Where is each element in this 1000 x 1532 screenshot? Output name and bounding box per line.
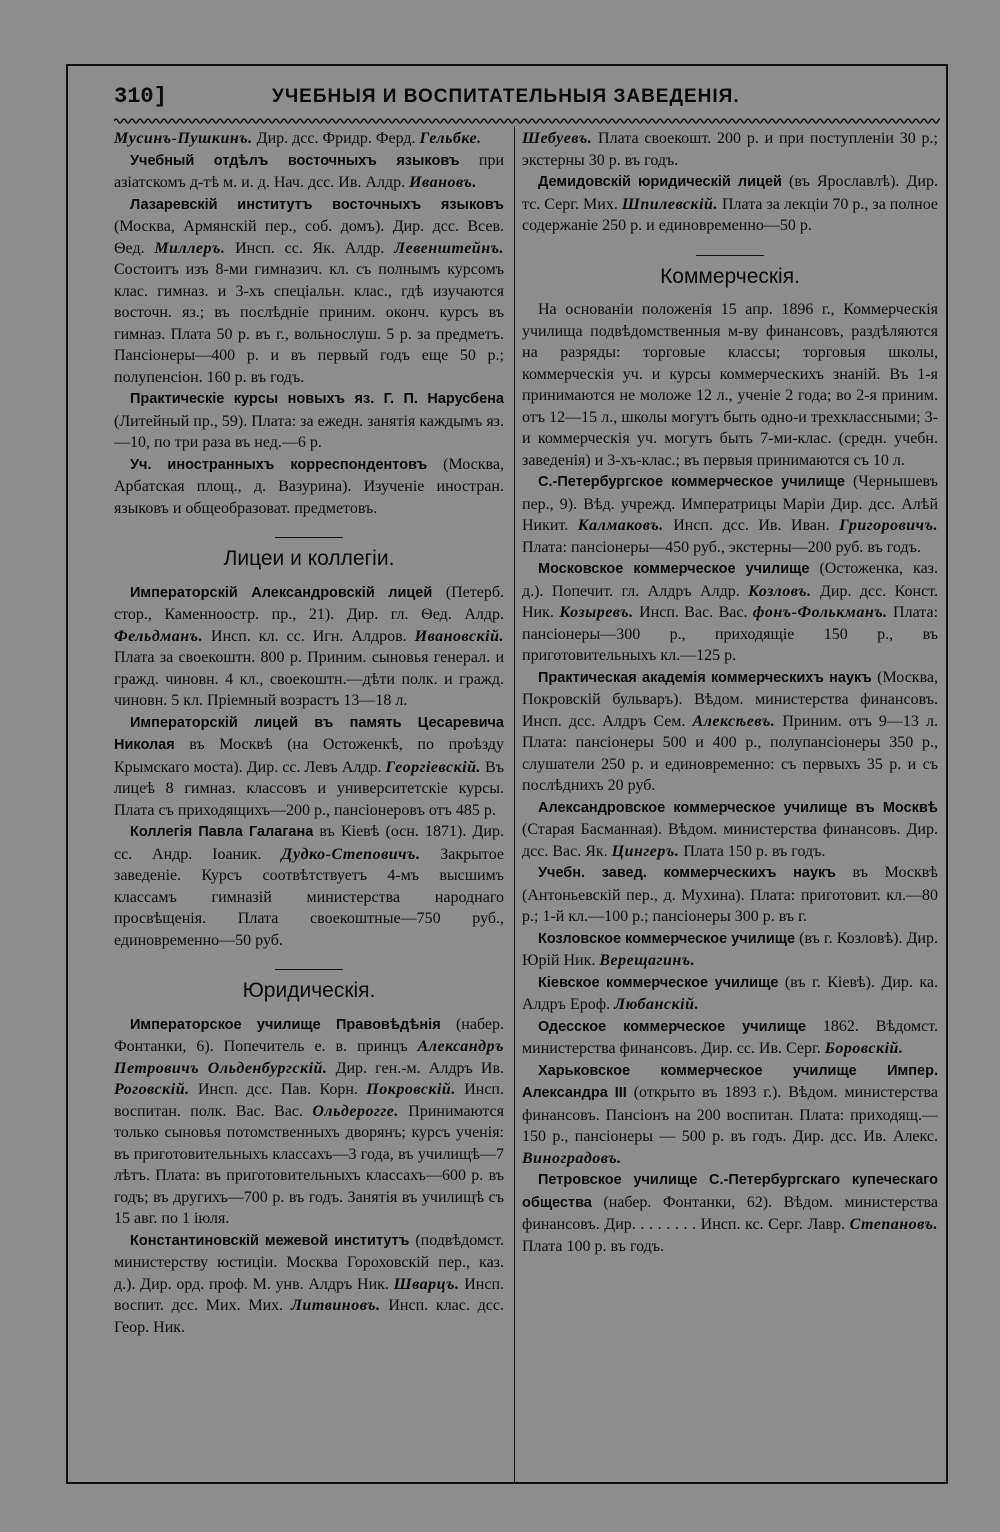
person-name: Литвиновъ.: [290, 1297, 381, 1314]
page-header: [114, 84, 940, 118]
person-name: Верещагинъ.: [599, 952, 696, 969]
institution-title: Одесское коммерческое училище: [538, 1018, 806, 1035]
page-number: 310]: [114, 84, 167, 109]
right-column: [522, 128, 938, 1257]
person-name: Боровскій.: [824, 1040, 904, 1057]
entry-demidov-lyceum: [522, 171, 938, 237]
institution-title: Учебн. завед. коммерческихъ наукъ: [538, 865, 836, 881]
institution-title: Петровское училище С.-Петербургскаго купеческаго общества: [522, 1172, 938, 1211]
institution-title: С.-Петербургское коммерческое училище: [538, 474, 845, 490]
entry-commercial-sciences: [522, 862, 938, 928]
entry-oriental-dept: [114, 150, 504, 194]
institution-title: Императорскій Александровскій лицей: [130, 584, 433, 601]
entry-text: (въ г. Козловѣ). Дир. Юрій Ник.: [522, 929, 938, 969]
entry-text: (открыто въ 1893 г.). Вѣдом. министерства финансовъ. Пансіонъ на 200 воспитан. Плата: приходящ.—150 р., пансіонеры — 500 р. въ годъ. Дир. дсс. Ив. Алекс.: [522, 1084, 938, 1145]
institution-title: Практическая академія коммерческихъ наукъ: [538, 669, 872, 686]
entry-text: Инсп. воспит. дсс. Мих. Мих.: [114, 1275, 504, 1314]
institution-title: Учебный отдѣлъ восточныхъ языковъ: [130, 152, 460, 169]
section-divider: [696, 255, 764, 256]
entry-tsarevich-nicholas-lyceum: [114, 712, 504, 822]
entry-text: Въ лицеѣ 8 гимназ. классовъ и университетскіе курсы. Плата съ приходящихъ—200 р., пансіонеровъ отъ 485 р.: [114, 758, 504, 819]
section-title-lycei: Лицеи и коллегіи.: [223, 547, 395, 570]
entry-text: при азіатскомъ д-тѣ м. и. д. Нач. дсс. Ив. Алдр.: [114, 151, 505, 191]
entry-text: (набер. Фонтанки, 62). Вѣдом. министерства финансовъ. Дир. . . . . . . . Инсп. кс. Серг. Лавр.: [522, 1193, 938, 1233]
person-name: Любанскій.: [614, 996, 699, 1013]
entry-text: Инсп. клас. дсс. Геор. Ник.: [114, 1297, 505, 1336]
entry-text: На основаніи положенія 15 апр. 1896 г., Коммерческія училища подвѣдомственныя м-ву финансовъ, раздѣляются на разряды: торговые классы; торговыя школы, коммерческія уч. и курсы коммерческихъ знаній. Въ 1-я принимаются не моложе 12 л., ученіе 2 года; во 2-я приним. отъ 12—15 л., школы могутъ быть одно-и трехклассными; 3-и коммерческія уч. могутъ быть 7-ми-клас. (средн. учебн. заведенія) и 3-хъ-клас.; въ первыя принимаются съ 10 л.: [522, 301, 938, 469]
entry-text: Плата за лекціи 70 р., за полное содержаніе 250 р. и единовременно—50 р.: [522, 195, 938, 234]
entry-text: Дир. ген.-м. Алдръ Ив.: [327, 1059, 504, 1077]
entry-mussin-pushkin: [114, 128, 504, 150]
institution-title: Козловское коммерческое училище: [538, 930, 796, 947]
institution-title: Харьковское коммерческое училище Импер. Александра III: [522, 1062, 938, 1101]
entry-text: Инсп. воспитан. полк. Вас. Вас.: [114, 1081, 504, 1120]
entry-galagan-college: [114, 821, 504, 951]
person-name: Левенштейнъ.: [394, 239, 504, 257]
entry-spb-commercial-school: [522, 471, 938, 558]
entry-text: Плата: пансіонеры—300 р., приходящіе 150 р., въ приготовительныхъ кл.—125 р.: [522, 604, 939, 664]
entry-school-of-jurisprudence: [114, 1014, 504, 1230]
section-divider: [275, 537, 343, 538]
entry-text: 1862. Вѣдомст. министерства финансовъ. Дир. сс. Ив. Серг.: [522, 1017, 938, 1057]
entry-alexander-lyceum: [114, 582, 504, 712]
entry-text: Плата 150 р. въ годъ.: [679, 842, 826, 860]
person-name: Козловъ.: [748, 582, 812, 600]
section-divider: [275, 969, 343, 970]
entry-text: (Петерб. стор., Каменноостр. пр., 21). Дир. гл. Ѳед. Алдр.: [114, 583, 504, 623]
person-name: Фельдманъ.: [114, 627, 204, 645]
person-name: Георгіевскій.: [385, 758, 482, 776]
person-name: Григоровичъ.: [839, 517, 939, 534]
person-name: Ивановскій.: [414, 627, 504, 645]
institution-title: Александровское коммерческое училище въ Москвѣ: [538, 799, 938, 816]
entry-text: въ Москвѣ (на Остоженкѣ, по проѣзду Крымскаго моста). Дир. сс. Левъ Алдр.: [114, 736, 504, 776]
institution-title: Московское коммерческое училище: [538, 561, 810, 577]
person-name: Миллеръ.: [154, 239, 226, 257]
institution-title: Константиновскій межевой институтъ: [130, 1232, 410, 1249]
institution-title: Практическіе курсы новыхъ яз. Г. П. Нарусбена: [130, 391, 504, 407]
entry-kozlov-school: [522, 928, 938, 972]
entry-text: Плата: пансіонеры—450 руб., экстерны—200 руб. въ годъ.: [522, 538, 921, 556]
entry-text: Приним. отъ 9—13 л. Плата: пансіонеры 500 и 400 р., полупансіонеры 350 р., слушатели 250 р. и единовременно: съ первыхъ 35 р. и съ послѣднихъ 20 руб.: [522, 712, 938, 794]
entry-kharkov-school: [522, 1060, 938, 1170]
entry-text: (въ г. Кіевѣ). Дир. ка. Алдръ Ероф.: [522, 973, 938, 1013]
entry-text: Инсп. дсс. Пав. Корн.: [189, 1081, 367, 1098]
entry-text: Плата за своекоштн. 800 р. Приним. сыновья генерал. и гражд. чиновн. 4 кл., своекоштн.—дѣти полк. и гражд. чиновн. 5 кл. Пріемный возрастъ 13—18 л.: [114, 649, 504, 709]
entry-text: въ Кіевѣ (осн. 1871). Дир. сс. Андр. Іоаник.: [114, 823, 504, 863]
person-name: Роговскій.: [114, 1081, 190, 1098]
person-name: Шварцъ.: [393, 1275, 460, 1293]
institution-title: Коллегія Павла Галагана: [130, 824, 314, 840]
entry-text: Дир. дсс. Фридр. Ферд.: [252, 130, 420, 147]
person-name: фонъ-Фолькманъ.: [752, 604, 888, 621]
running-head: УЧЕБНЫЯ И ВОСПИТАТЕЛЬНЫЯ ЗАВЕДЕНІЯ.: [272, 86, 740, 107]
entry-text: Плата своекошт. 200 р. и при поступленіи 30 р.; экстерны 30 р. въ годъ.: [522, 130, 938, 169]
entry-text: (Москва, Арбатская площ., д. Вазурина). Изученіе иностран. языковъ и общеобразоват. предметовъ.: [114, 455, 504, 517]
entry-narusbena-courses: [114, 388, 504, 454]
entry-text: (Москва, Армянскій пер., соб. домъ). Дир. дсс. Всев. Ѳед.: [114, 218, 504, 257]
person-name: Шпилевскій.: [621, 195, 718, 213]
institution-title: Кіевское коммерческое училище: [538, 974, 779, 991]
person-name: Козыревъ.: [559, 604, 634, 621]
institution-title: Уч. иностранныхъ корреспондентовъ: [130, 456, 428, 473]
entry-text: (Литейный пр., 59). Плата: за ежедн. занятія каждымъ яз.—10, по три раза въ нед.—6 р.: [114, 412, 504, 451]
entry-text: (Старая Басманная). Вѣдом. министерства финансовъ. Дир. дсс. Вас. Як.: [522, 821, 938, 860]
entry-shebuev-continued: [522, 128, 938, 171]
person-name: Мусинъ-Пушкинъ.: [114, 130, 253, 147]
section-title-juridical: Юридическія.: [242, 979, 376, 1002]
entry-kiev-school: [522, 972, 938, 1016]
entry-moscow-commercial-school: [522, 558, 938, 667]
person-name: Виноградовъ.: [522, 1149, 622, 1167]
entry-alexandrovskoe-school: [522, 797, 938, 863]
entry-odessa-school: [522, 1016, 938, 1060]
entry-text: (набер. Фонтанки, 6). Попечитель е. в. принцъ: [114, 1015, 504, 1055]
entry-text: Состоитъ изъ 8-ми гимназич. кл. съ полнымъ курсомъ клас. гимназ. и 3-хъ спеціальн. клас., гдѣ изучаются восточн. яз.; въ послѣдніе приним. оконч. курсъ въ гимназ. Плата 50 р. въ г., вольнослуш. 5 р. за предметъ. Пансіонеры—400 р. и въ первый годъ еще 50 р.; полупенсіон. 160 р. въ годъ.: [114, 261, 504, 386]
entry-text: (въ Ярославлѣ). Дир. тс. Серг. Мих.: [522, 173, 938, 213]
entry-text: Инсп. сс. Як. Алдр.: [225, 239, 395, 257]
entry-konstantin-survey-institute: [114, 1230, 504, 1339]
entry-text: Инсп. Вас. Вас.: [633, 604, 753, 621]
person-name: Александръ Петровичъ Ольденбургскій.: [114, 1038, 504, 1077]
entry-text: Принимаются только сыновья потомственныхъ дворянъ; курсъ ученія: въ приготовительныхъ классахъ—3 года, въ училищѣ—7 лѣтъ. Плата: въ приготовительныхъ классахъ—600 р. въ годъ; въ другихъ—700 р. въ годъ. Занятія въ училищѣ съ 15 авг. по 1 іюля.: [114, 1102, 505, 1227]
person-name: Покровскій.: [366, 1081, 456, 1098]
person-name: Алексѣевъ.: [692, 712, 776, 730]
entry-text: Плата 100 р. въ годъ.: [522, 1237, 665, 1255]
entry-practical-academy: [522, 667, 938, 797]
entry-text: Дир. дсс. Конст. Ник.: [522, 582, 938, 621]
entry-commercial-regulation: [522, 299, 938, 471]
person-name: Дудко-Степовичъ.: [281, 845, 421, 863]
person-name: Шебуевъ.: [522, 130, 593, 147]
institution-title: Лазаревскій институтъ восточныхъ языковъ: [130, 196, 504, 213]
entry-text: (подвѣдомст. министерству юстиціи. Москва Гороховскій пер., каз. д.). Дир. орд. проф. М. унв. Алдръ Ник.: [114, 1231, 504, 1293]
section-title-commercial: Коммерческія.: [660, 264, 800, 288]
entry-text: Инсп. кл. сс. Игн. Алдров.: [203, 627, 415, 645]
entry-text: Инсп. дсс. Ив. Иван.: [663, 517, 840, 534]
left-column: [114, 128, 504, 1338]
entry-text: (Остоженка, каз. д.). Попечит. гл. Алдръ Алдр.: [522, 560, 938, 600]
institution-title: Императорское училище Правовѣдѣнія: [130, 1016, 441, 1033]
person-name: Калмаковъ.: [577, 517, 664, 534]
column-divider: [514, 126, 515, 1484]
institution-title: Демидовскій юридическій лицей: [538, 174, 782, 190]
entry-text: (Москва, Покровскій бульваръ). Вѣдом. министерства финансовъ. Инсп. дсс. Алдръ Сем.: [522, 668, 939, 730]
institution-title: Императорскій лицей въ память Цесаревича Николая: [114, 714, 504, 753]
person-name: Гельбке.: [419, 130, 482, 147]
person-name: Степановъ.: [849, 1216, 938, 1233]
wavy-header-rule: [114, 116, 940, 126]
entry-text: въ Москвѣ (Антоньевскій пер., д. Мухина). Плата: приготовит. кл.—80 р.; 1-й кл.—100 р.; пансіонеры 300 р. въ г.: [522, 864, 938, 925]
entry-text: Закрытое заведеніе. Курсъ соотвѣтствуетъ 4-мъ высшимъ классамъ гимназій министерства народнаго просвѣщенія. Плата своекоштные—750 руб., единовременно—50 руб.: [114, 845, 505, 949]
entry-text: (Чернышевъ пер., 9). Вѣд. учрежд. Императрицы Маріи Дир. дсс. Алѣй Никит.: [522, 473, 938, 534]
entry-lazarev-institute: [114, 194, 504, 389]
person-name: Ольдерогге.: [312, 1102, 399, 1120]
person-name: Ивановъ.: [409, 174, 477, 191]
entry-petrovskoe-school: [522, 1169, 938, 1257]
entry-foreign-correspondents: [114, 454, 504, 520]
person-name: Цингеръ.: [611, 842, 680, 860]
